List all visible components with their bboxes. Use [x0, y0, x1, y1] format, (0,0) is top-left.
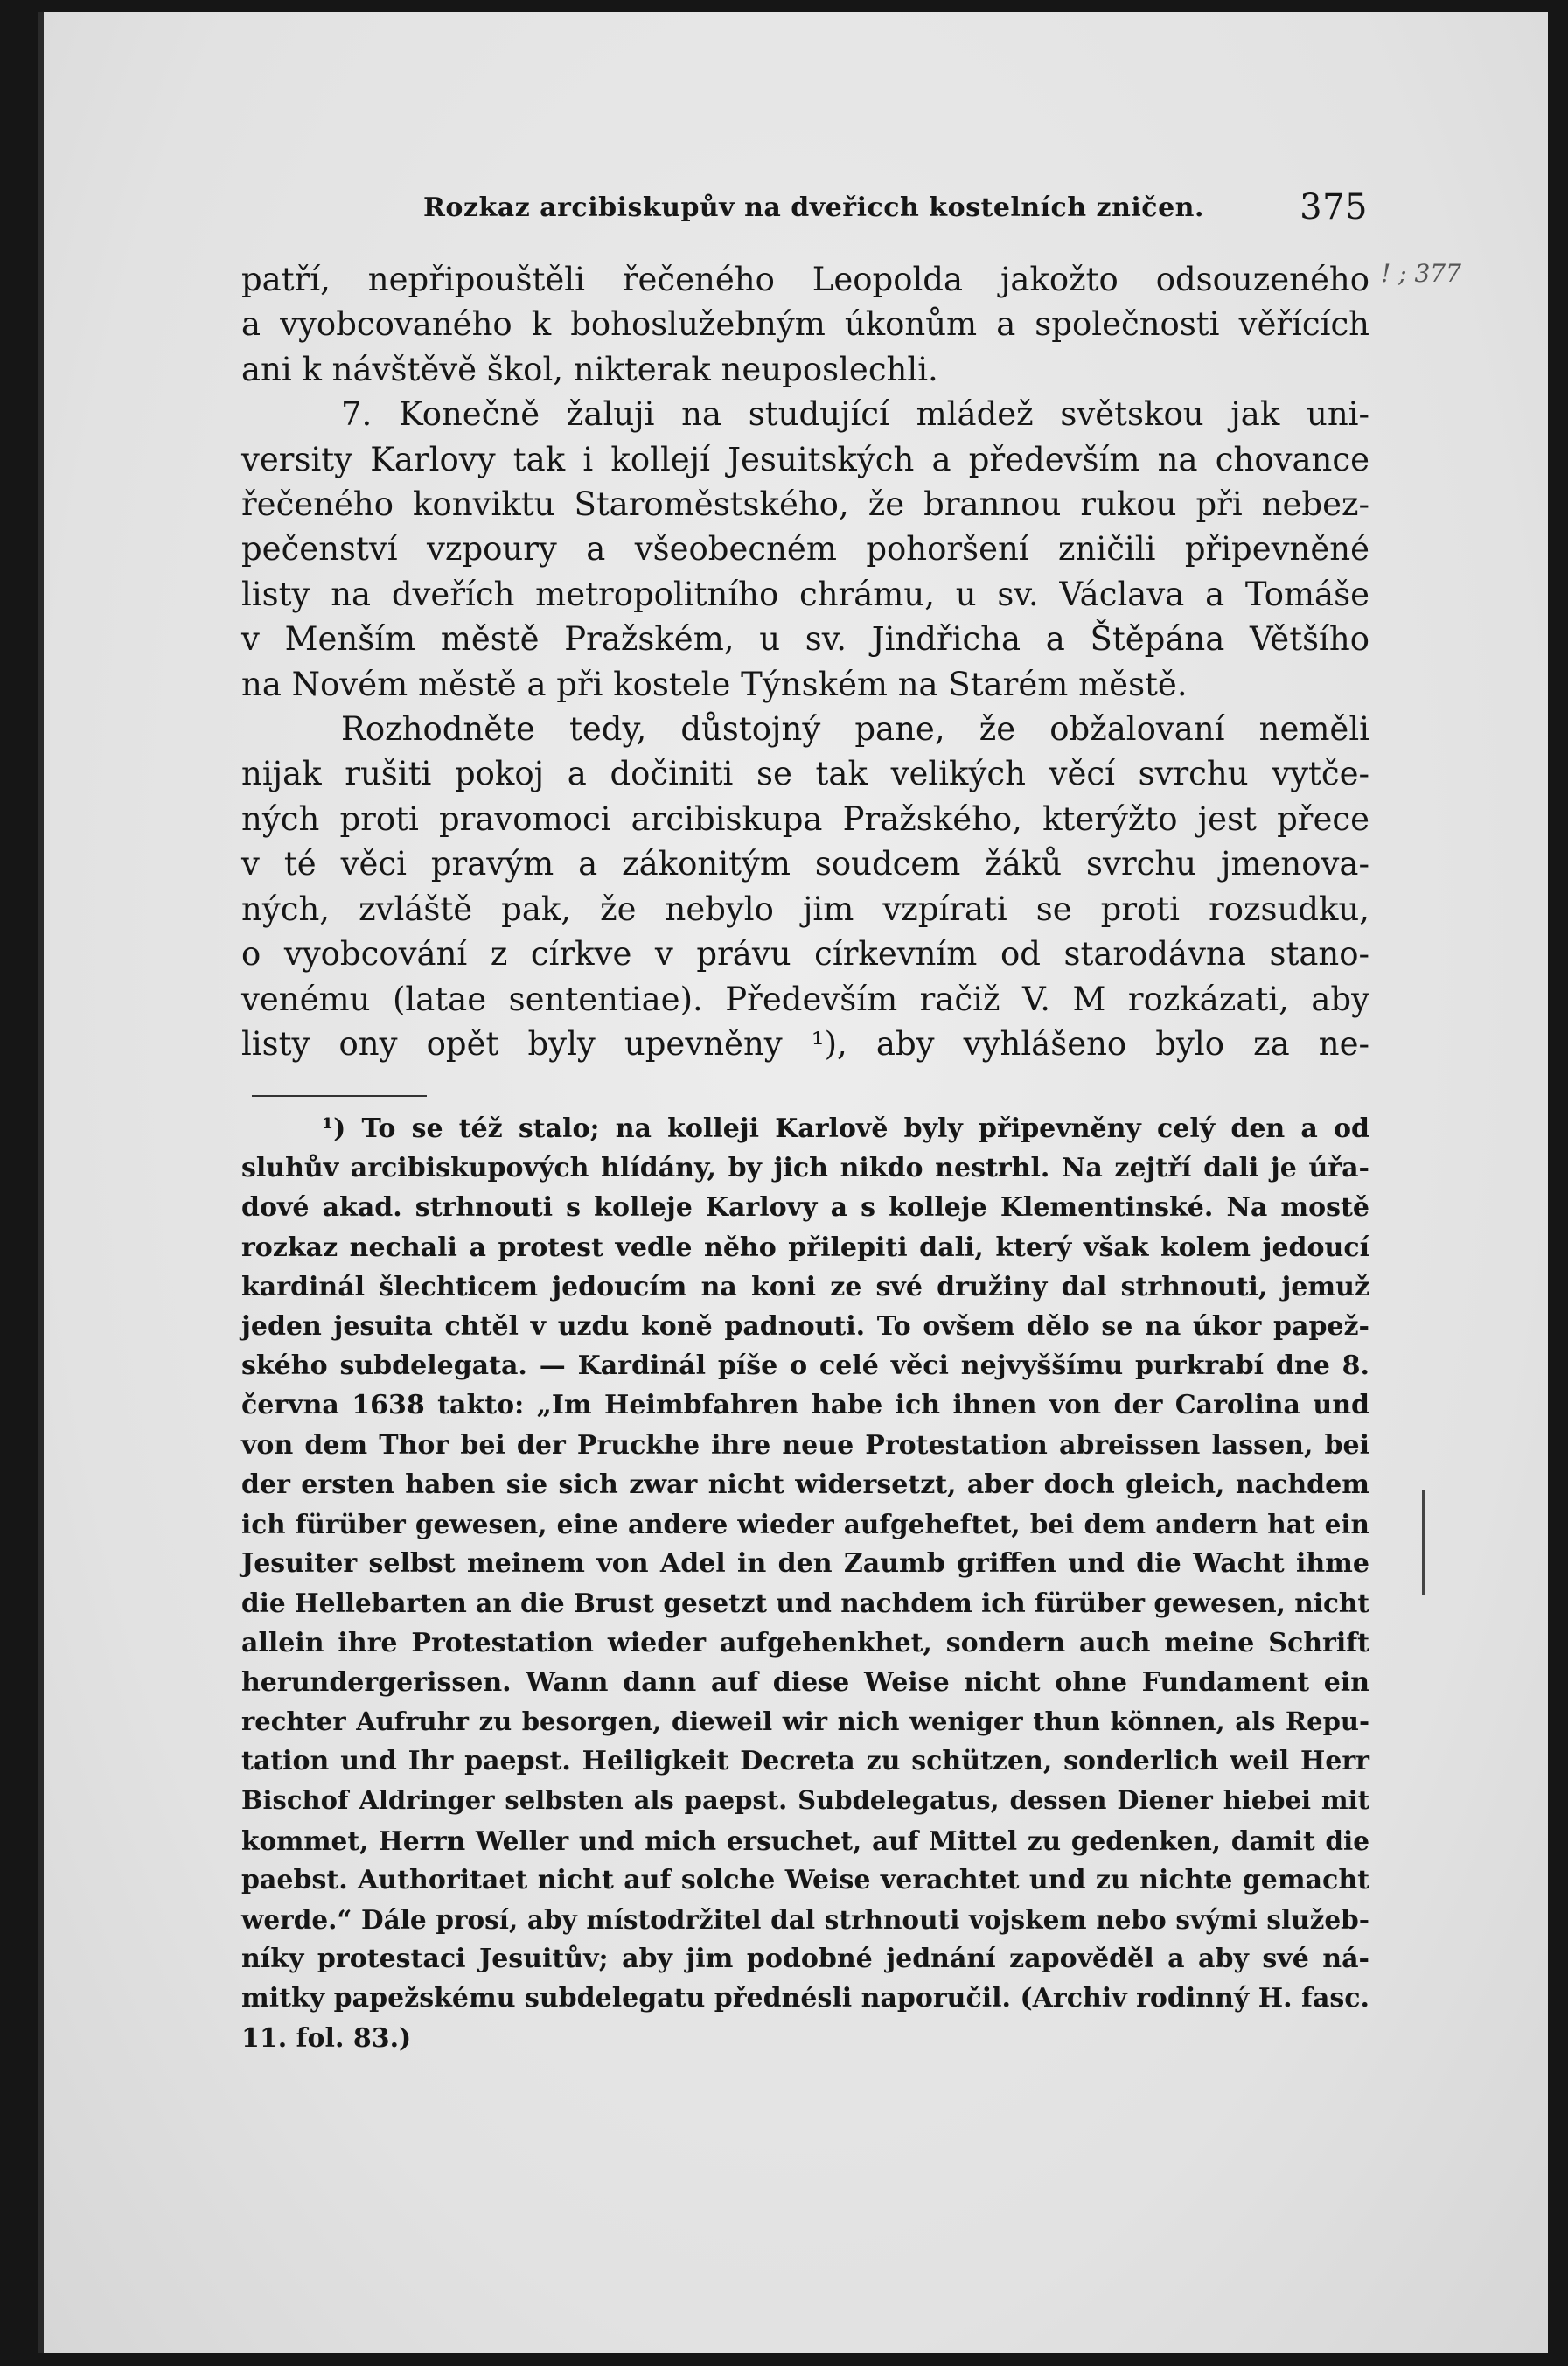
- body-line: v Menším městě Pražském, u sv. Jindřicha a Štěpána Většího: [241, 620, 1369, 659]
- body-line: listy na dveřích metropolitního chrámu, u sv. Václava a Tomáše: [241, 575, 1369, 613]
- body-line: patří, nepřipouštěli řečeného Leopolda jakožto odsouzeného: [241, 261, 1369, 298]
- footnote-line: jeden jesuita chtěl v uzdu koně padnouti. To ovšem dělo se na úkor papež-: [241, 1311, 1369, 1343]
- body-line: versity Karlovy tak i kollejí Jesuitských a především na chovance: [241, 440, 1369, 478]
- footnote-line: herundergerissen. Wann dann auf diese Weise nicht ohne Fundament ein: [241, 1666, 1369, 1698]
- body-line: na Novém městě a při kostele Týnském na Starém městě.: [241, 665, 1188, 703]
- footnote-line: ského subdelegata. — Kardinál píše o celé věci nejvyššímu purkrabí dne 8.: [241, 1351, 1369, 1382]
- footnote-line: rozkaz nechali a protest vedle něho přilepiti dali, který však kolem jedoucí: [241, 1232, 1369, 1263]
- body-line: listy ony opět byly upevněny ¹), aby vyhlášeno bylo za ne-: [241, 1024, 1369, 1063]
- footnote-line: allein ihre Protestation wieder aufgehenkhet, sondern auch meine Schrift: [241, 1627, 1369, 1658]
- body-line-paragraph: Rozhodněte tedy, důstojný pane, že obžalovaní neměli: [341, 710, 1369, 749]
- body-line: o vyobcování z církve v právu církevním od starodávna stano-: [241, 935, 1369, 974]
- main-text: [241, 257, 1369, 1066]
- footnote-line: 11. fol. 83.): [241, 2022, 412, 2054]
- pencil-margin-mark: [1422, 1490, 1425, 1595]
- footnote: [241, 1109, 1369, 2058]
- footnote-line: die Hellebarten an die Brust gesetzt und nachdem ich fürüber gewesen, nicht: [241, 1588, 1369, 1619]
- binding-edge: [38, 12, 44, 2353]
- footnote-line: tation und Ihr paepst. Heiligkeit Decreta zu schützen, sonderlich weil Herr: [241, 1746, 1369, 1777]
- footnote-line: paebst. Authoritaet nicht auf solche Weise verachtet und zu nichte gemacht: [241, 1864, 1369, 1895]
- body-line: a vyobcovaného k bohoslužebným úkonům a společnosti věřících: [241, 305, 1369, 344]
- footnote-line: rechter Aufruhr zu besorgen, dieweil wir nich weniger thun können, als Repu-: [241, 1706, 1369, 1737]
- footnote-line: dové akad. strhnouti s kolleje Karlovy a s kolleje Klementinské. Na mostě: [241, 1192, 1369, 1224]
- footnote-line: Bischof Aldringer selbsten als paepst. Subdelegatus, dessen Diener hiebei mit: [241, 1785, 1369, 1816]
- footnote-line: mitky papežskému subdelegatu přednésli naporučil. (Archiv rodinný H. fasc.: [241, 1983, 1369, 2014]
- body-line: pečenství vzpoury a všeobecném pohoršení zničili připevněné: [241, 530, 1369, 569]
- footnote-line: níky protestaci Jesuitův; aby jim podobné jednání zapověděl a aby své ná-: [241, 1944, 1369, 1975]
- footnote-line: sluhův arcibiskupových hlídány, by jich nikdo nestrhl. Na zejtří dali je úřa-: [241, 1153, 1369, 1184]
- body-line: řečeného konviktu Staroměstského, že brannou rukou při nebez-: [241, 485, 1369, 524]
- page-number: 375: [1300, 187, 1368, 227]
- footnote-separator: [252, 1095, 427, 1097]
- footnote-line: werde.“ Dále prosí, aby místodržitel dal strhnouti vojskem nebo svými služeb-: [241, 1904, 1369, 1936]
- footnote-line: června 1638 takto: „Im Heimbfahren habe ich ihnen von der Carolina und: [241, 1390, 1369, 1421]
- footnote-line: der ersten haben sie sich zwar nicht widersetzt, aber doch gleich, nachdem: [241, 1469, 1369, 1500]
- margin-pencil-note: ! ; 377: [1381, 259, 1461, 288]
- body-line: nijak rušiti pokoj a dočiniti se tak velikých věcí svrchu vytče-: [241, 755, 1369, 793]
- footnote-line: von dem Thor bei der Pruckhe ihre neue Protestation abreissen lassen, bei: [241, 1429, 1369, 1461]
- page-header: [423, 187, 1368, 231]
- body-line-paragraph-7: 7. Konečně žaluji na studující mládež světskou jak uni-: [341, 395, 1369, 434]
- body-line: venému (latae sententiae). Především račiž V. M rozkázati, aby: [241, 980, 1369, 1018]
- body-line: ných proti pravomoci arcibiskupa Pražského, kterýžto jest přece: [241, 799, 1369, 838]
- footnote-line: kardinál šlechticem jedoucím na koni ze své družiny dal strhnouti, jemuž: [241, 1271, 1369, 1302]
- body-line: v té věci pravým a zákonitým soudcem žáků svrchu jmenova-: [241, 845, 1369, 883]
- book-page: [38, 12, 1548, 2353]
- footnote-line: ich fürüber gewesen, eine andere wieder aufgeheftet, bei dem andern hat ein: [241, 1509, 1369, 1540]
- footnote-line: ¹) To se též stalo; na kolleji Karlově byly připevněny celý den a od: [322, 1113, 1369, 1144]
- footnote-line: kommet, Herrn Weller und mich ersuchet, auf Mittel zu gedenken, damit die: [241, 1825, 1369, 1856]
- body-line: ných, zvláště pak, že nebylo jim vzpírati se proti rozsudku,: [241, 890, 1369, 928]
- body-line: ani k návštěvě škol, nikterak neuposlechli.: [241, 350, 938, 388]
- running-title: Rozkaz arcibiskupův na dveřicch kostelních zničen.: [423, 192, 1204, 223]
- footnote-line: Jesuiter selbst meinem von Adel in den Zaumb griffen und die Wacht ihme: [241, 1548, 1369, 1580]
